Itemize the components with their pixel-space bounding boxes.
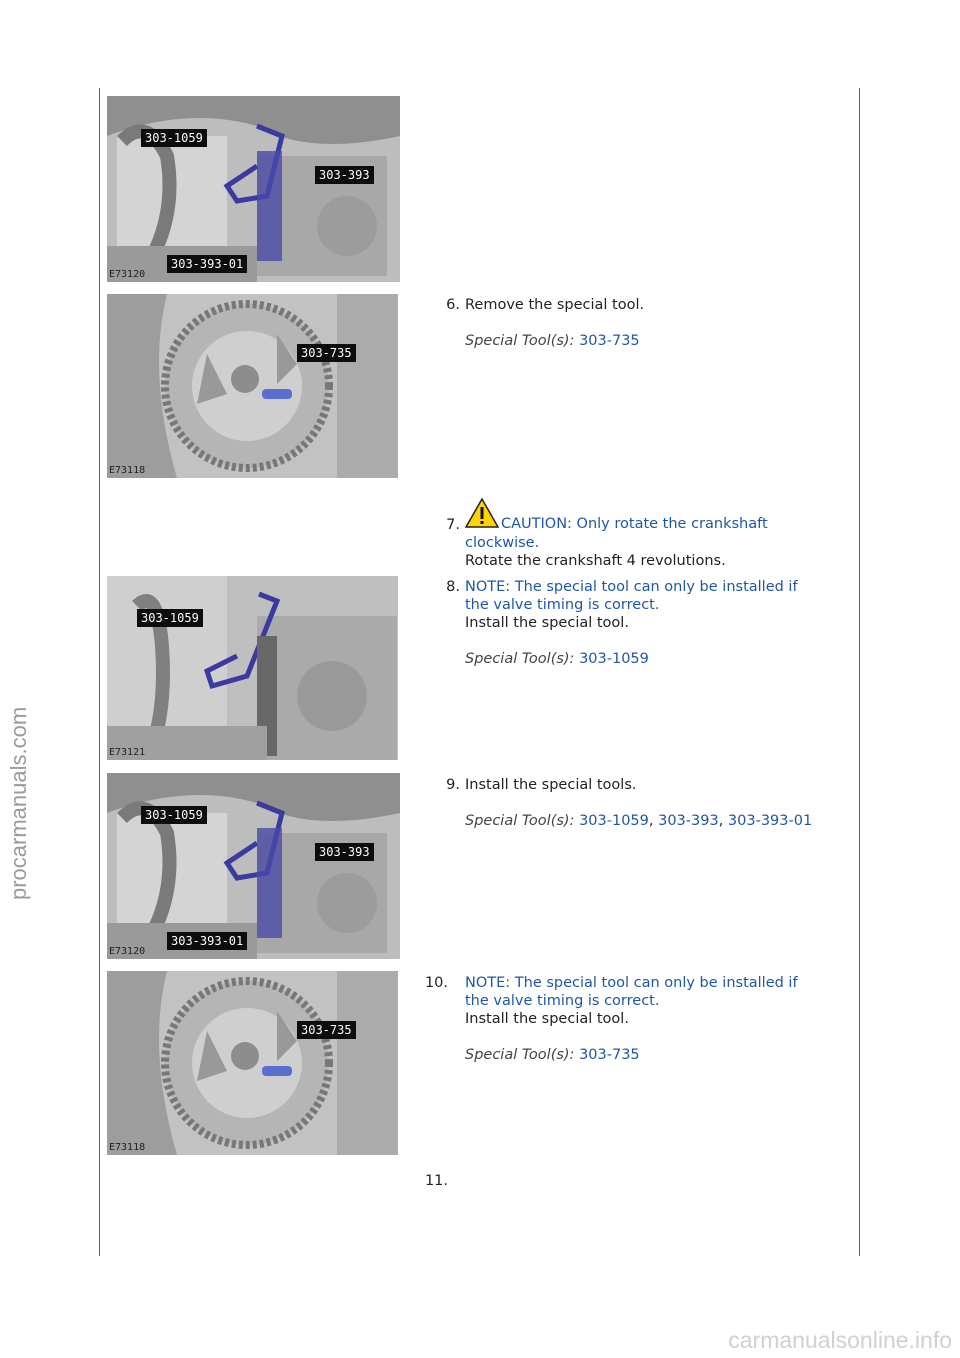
tool-link[interactable]: 303-735 <box>579 333 640 349</box>
warning-triangle-icon <box>465 498 499 534</box>
step-number: 7. <box>446 517 460 533</box>
figure-id: E73118 <box>109 465 146 476</box>
special-tools-line <box>465 1046 855 1064</box>
tool-link[interactable]: 303-735 <box>579 1047 640 1063</box>
caution-line <box>465 498 855 534</box>
step-number: 9. <box>446 777 460 793</box>
step-number: 6. <box>446 297 460 313</box>
figure-timing-tools-2 <box>107 773 400 959</box>
caution-text-1: CAUTION: Only rotate the crankshaft <box>501 516 768 532</box>
step-instruction: Install the special tools. <box>465 777 637 793</box>
callout-label: 303-393-01 <box>167 255 247 273</box>
figure-timing-pulley-1 <box>107 294 398 478</box>
special-tools-line <box>465 650 855 668</box>
callout-label: 303-1059 <box>137 609 203 627</box>
special-tools-label: Special Tool(s): <box>465 813 575 829</box>
tool-link[interactable]: 303-393 <box>658 813 719 829</box>
special-tools-line <box>465 332 855 350</box>
special-tools-label: Special Tool(s): <box>465 651 575 667</box>
note-text-1: NOTE: The special tool can only be installed if <box>465 579 798 595</box>
callout-label: 303-1059 <box>141 806 207 824</box>
special-tools-label: Special Tool(s): <box>465 333 575 349</box>
figure-id: E73120 <box>109 946 146 957</box>
tool-link[interactable]: 303-1059 <box>579 651 649 667</box>
note-text-2: the valve timing is correct. <box>465 597 660 613</box>
left-margin-rule <box>99 88 100 1256</box>
callout-label: 303-393 <box>315 166 374 184</box>
figure-timing-tools-1 <box>107 96 400 282</box>
special-tools-line: Special Tool(s): 303-1059, 303-393, 303-393-01 <box>465 813 813 829</box>
callout-label: 303-735 <box>297 1021 356 1039</box>
caution-text-2: clockwise. <box>465 535 540 551</box>
tool-link[interactable]: 303-1059 <box>579 813 649 829</box>
figure-id: E73120 <box>109 269 146 280</box>
figure-id: E73118 <box>109 1142 146 1153</box>
note-text-1: NOTE: The special tool can only be installed if <box>465 975 798 991</box>
right-margin-rule <box>859 88 860 1256</box>
step-instruction: Remove the special tool. <box>465 297 645 313</box>
note-text-2: the valve timing is correct. <box>465 993 660 1009</box>
step-instruction: Install the special tool. <box>465 615 629 631</box>
callout-label: 303-735 <box>297 344 356 362</box>
figure-timing-tool-2 <box>107 576 398 760</box>
step-number: 8. <box>446 579 460 595</box>
step-instruction: Rotate the crankshaft 4 revolutions. <box>465 553 726 569</box>
callout-label: 303-393 <box>315 843 374 861</box>
footer-watermark: carmanualsonline.info <box>728 1327 952 1353</box>
callout-label: 303-1059 <box>141 129 207 147</box>
step-number: 10. <box>424 975 448 991</box>
step-instruction: Install the special tool. <box>465 1011 629 1027</box>
step-number: 11. <box>424 1173 448 1189</box>
tool-link[interactable]: 303-393-01 <box>727 813 813 829</box>
callout-label: 303-393-01 <box>167 932 247 950</box>
special-tools-label: Special Tool(s): <box>465 1047 575 1063</box>
figure-timing-pulley-2 <box>107 971 398 1155</box>
figure-id: E73121 <box>109 747 146 758</box>
